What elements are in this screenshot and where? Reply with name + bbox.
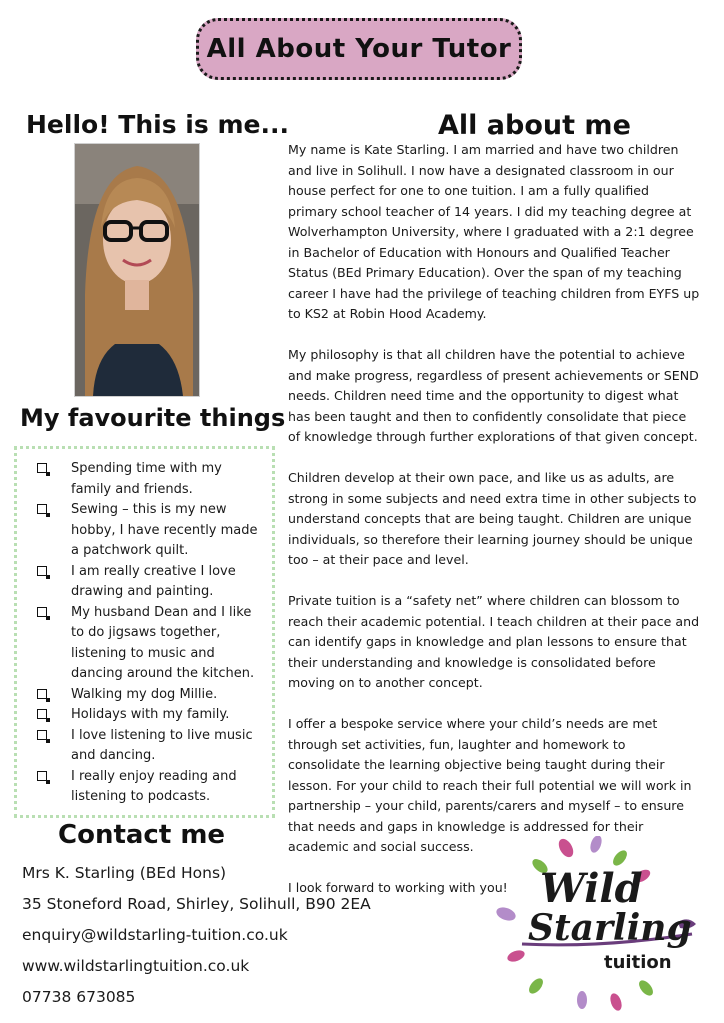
checkbox-bullet-icon — [37, 689, 47, 699]
portrait-photo-icon — [75, 144, 199, 396]
checkbox-bullet-icon — [37, 504, 47, 514]
favourites-heading: My favourite things — [20, 404, 286, 432]
list-item: I am really creative I love drawing and painting. — [27, 562, 266, 603]
checkbox-bullet-icon — [37, 566, 47, 576]
list-item: Holidays with my family. — [27, 705, 266, 726]
about-paragraph-3: Children develop at their own pace, and like us as adults, are strong in some subjects and need extra time in other subjects to understand concepts that are being taught. Children are unique individuals, so therefore their learning journey should be unique too – at their pace and level. — [288, 470, 697, 567]
about-paragraph-4: Private tuition is a “safety net” where children can blossom to reach their academic potential. I teach children at their pace and can identify gaps in knowledge and plan lessons to ensure that their understanding and knowledge is consolidated before moving on to another concept. — [288, 593, 700, 690]
list-item: My husband Dean and I like to do jigsaws together, listening to music and dancing around the kitchen. — [27, 603, 266, 685]
list-item: I love listening to live music and dancing. — [27, 726, 266, 767]
tutor-photo — [74, 143, 200, 397]
favourites-box — [14, 446, 275, 818]
contact-phone: 07738 673085 — [22, 988, 136, 1006]
contact-email[interactable]: enquiry@wildstarling-tuition.co.uk — [22, 926, 288, 944]
about-paragraph-1: My name is Kate Starling. I am married and have two children and live in Solihull. I now have a designated classroom in our house perfect for one to one tuition. I am a fully qualified primary school teacher of 14 years. I did my teaching degree at Wolverhampton University, where I graduated with a 2:1 degree in Bachelor of Education with Honours and Qualified Teacher Status (BEd Primary Education). Over the span of my teaching career I have had the privilege of teaching children from EYFS up to KS2 at Robin Hood Academy. — [288, 142, 700, 321]
contact-name: Mrs K. Starling (BEd Hons) — [22, 864, 227, 882]
hello-heading: Hello! This is me... — [26, 110, 289, 139]
list-item: Spending time with my family and friends. — [27, 459, 266, 500]
list-item: Sewing – this is my new hobby, I have recently made a patchwork quilt. — [27, 500, 266, 562]
wild-starling-logo — [492, 836, 702, 1012]
favourites-list — [27, 459, 266, 808]
checkbox-bullet-icon — [37, 771, 47, 781]
logo-line-starling: Starling — [528, 907, 692, 949]
about-heading: All about me — [438, 110, 631, 141]
contact-website[interactable]: www.wildstarlingtuition.co.uk — [22, 957, 250, 975]
about-text — [288, 140, 700, 919]
contact-details — [22, 858, 422, 1013]
list-item: Walking my dog Millie. — [27, 685, 266, 706]
logo-graphic-icon — [492, 836, 702, 1012]
contact-heading: Contact me — [58, 820, 226, 850]
page-title: All About Your Tutor — [206, 34, 512, 64]
contact-address: 35 Stoneford Road, Shirley, Solihull, B90 2EA — [22, 895, 371, 913]
about-paragraph-6: I look forward to working with you! — [288, 880, 508, 895]
checkbox-bullet-icon — [37, 730, 47, 740]
title-banner — [196, 18, 522, 80]
checkbox-bullet-icon — [37, 463, 47, 473]
about-paragraph-5: I offer a bespoke service where your child’s needs are met through set activities, fun, laughter and homework to consolidate the learning objective being taught during their lesson. For your child to reach their full potential we will work in partnership – your child, parents/carers and myself – to ensure that needs and gaps in knowledge is addressed for their academic and social success. — [288, 716, 692, 854]
checkbox-bullet-icon — [37, 709, 47, 719]
logo-line-wild: Wild — [540, 865, 643, 912]
list-item: I really enjoy reading and listening to podcasts. — [27, 767, 266, 808]
checkbox-bullet-icon — [37, 607, 47, 617]
logo-line-tuition: tuition — [604, 952, 672, 973]
about-paragraph-2: My philosophy is that all children have the potential to achieve and make progress, regardless of present achievements or SEND needs. Children need time and the opportunity to digest what has been taught and then to confidently consolidate that piece of knowledge through further explorations of that given concept. — [288, 347, 699, 444]
